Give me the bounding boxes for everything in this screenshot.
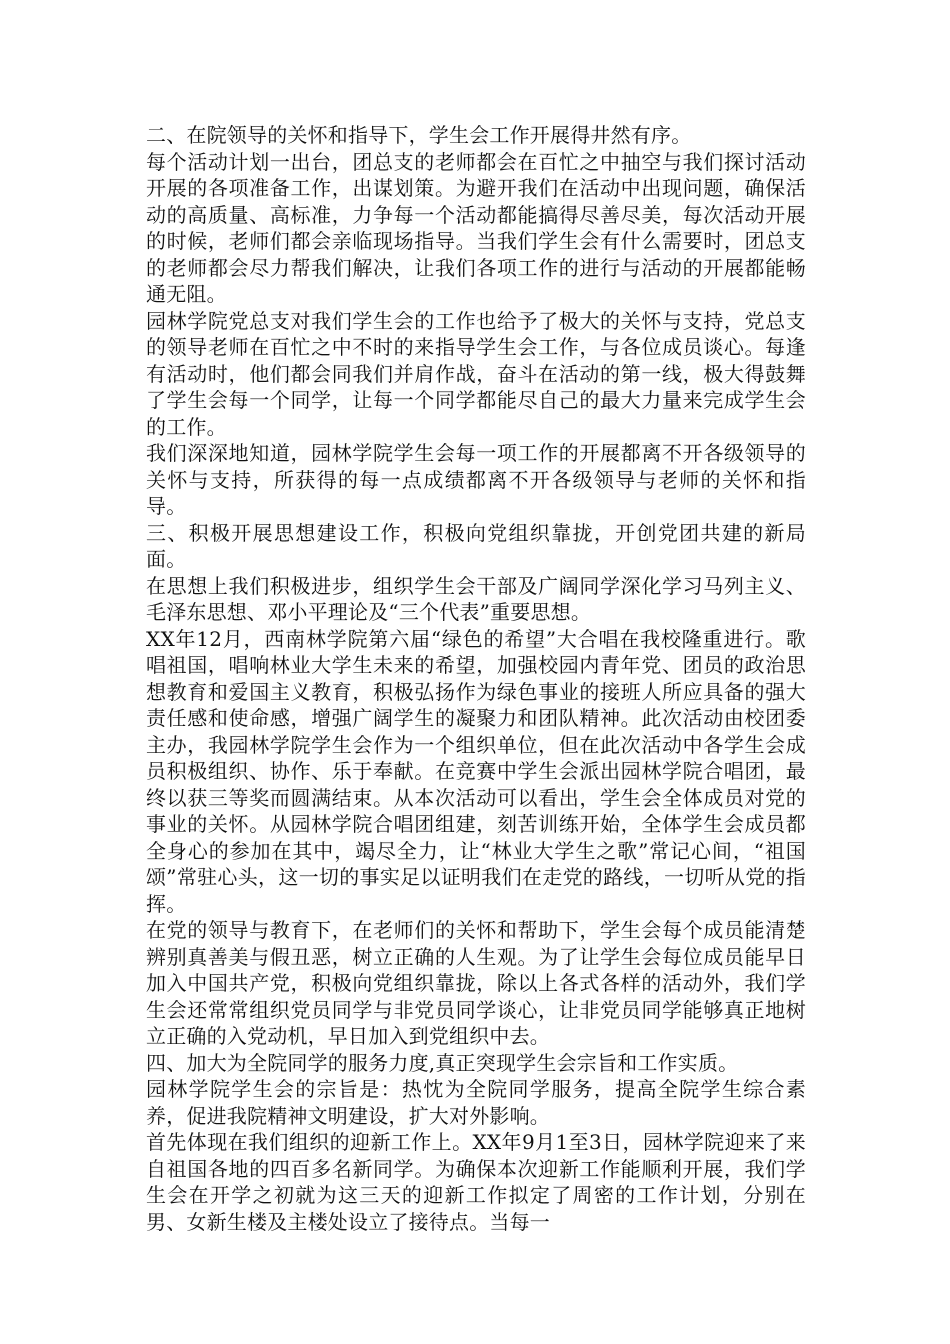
document-body: [146, 122, 806, 1235]
paragraph: 每个活动计划一出台，团总支的老师都会在百忙之中抽空与我们探讨活动开展的各项准备工作，出谋划策。为避开我们在活动中出现问题，确保活动的高质量、高标准，力争每一个活动都能搞得尽善尽美，每次活动开展的时候，老师们都会亲临现场指导。当我们学生会有什么需要时，团总支的老师都会尽力帮我们解决，让我们各项工作的进行与活动的开展都能畅通无阻。: [146, 149, 806, 306]
paragraph: 我们深深地知道，园林学院学生会每一项工作的开展都离不开各级领导的关怀与支持，所获得的每一点成绩都离不开各级领导与老师的关怀和指导。: [146, 441, 806, 518]
section-heading-4: 四、加大为全院同学的服务力度,真正突现学生会宗旨和工作实质。: [146, 1050, 739, 1075]
paragraph: 在党的领导与教育下，在老师们的关怀和帮助下，学生会每个成员能清楚辨别真善美与假丑恶，树立正确的人生观。为了让学生会每位成员能早日加入中国共产党，积极向党组织靠拢，除以上各式各样的活动外，我们学生会还常常组织党员同学与非党员同学谈心，让非党员同学能够真正地树立正确的入党动机，早日加入到党组织中去。: [146, 918, 806, 1048]
section-heading-2: 二、在院领导的关怀和指导下，学生会工作开展得井然有序。: [146, 123, 692, 147]
paragraph: 首先体现在我们组织的迎新工作上。XX年9月1至3日，园林学院迎来了来自祖国各地的四百多名新同学。为确保本次迎新工作能顺利开展，我们学生会在开学之初就为这三天的迎新工作拟定了周密的工作计划，分别在男、女新生楼及主楼处设立了接待点。当每一: [146, 1130, 806, 1234]
paragraph: XX年12月，西南林学院第六届“绿色的希望”大合唱在我校隆重进行。歌唱祖国，唱响林业大学生未来的希望，加强校园内青年党、团员的政治思想教育和爱国主义教育，积极弘扬作为绿色事业的接班人所应具备的强大责任感和使命感，增强广阔学生的凝聚力和团队精神。此次活动由校团委主办，我园林学院学生会作为一个组织单位，但在此次活动中各学生会成员积极组织、协作、乐于奉献。在竞赛中学生会派出园林学院合唱团，最终以获三等奖而圆满结束。从本次活动可以看出，学生会全体成员对党的事业的关怀。从园林学院合唱团组建，刻苦训练开始，全体学生会成员都全身心的参加在其中，竭尽全力，让“林业大学生之歌”常记心间，“祖国颂”常驻心头，这一切的事实足以证明我们在走党的路线，一切听从党的指挥。: [146, 626, 806, 916]
section-heading-3: 三、积极开展思想建设工作，积极向党组织靠拢，开创党团共建的新局面。: [146, 520, 806, 571]
paragraph: 园林学院党总支对我们学生会的工作也给予了极大的关怀与支持，党总支的领导老师在百忙之中不时的来指导学生会工作，与各位成员谈心。每逢有活动时，他们都会同我们并肩作战，奋斗在活动的第一线，极大得鼓舞了学生会每一个同学，让每一个同学都能尽自己的最大力量来完成学生会的工作。: [146, 308, 806, 439]
paragraph: 园林学院学生会的宗旨是：热忱为全院同学服务，提高全院学生综合素养，促进我院精神文明建设，扩大对外影响。: [146, 1077, 806, 1128]
paragraph: 在思想上我们积极进步，组织学生会干部及广阔同学深化学习马列主义、毛泽东思想、邓小平理论及“三个代表”重要思想。: [146, 573, 806, 624]
